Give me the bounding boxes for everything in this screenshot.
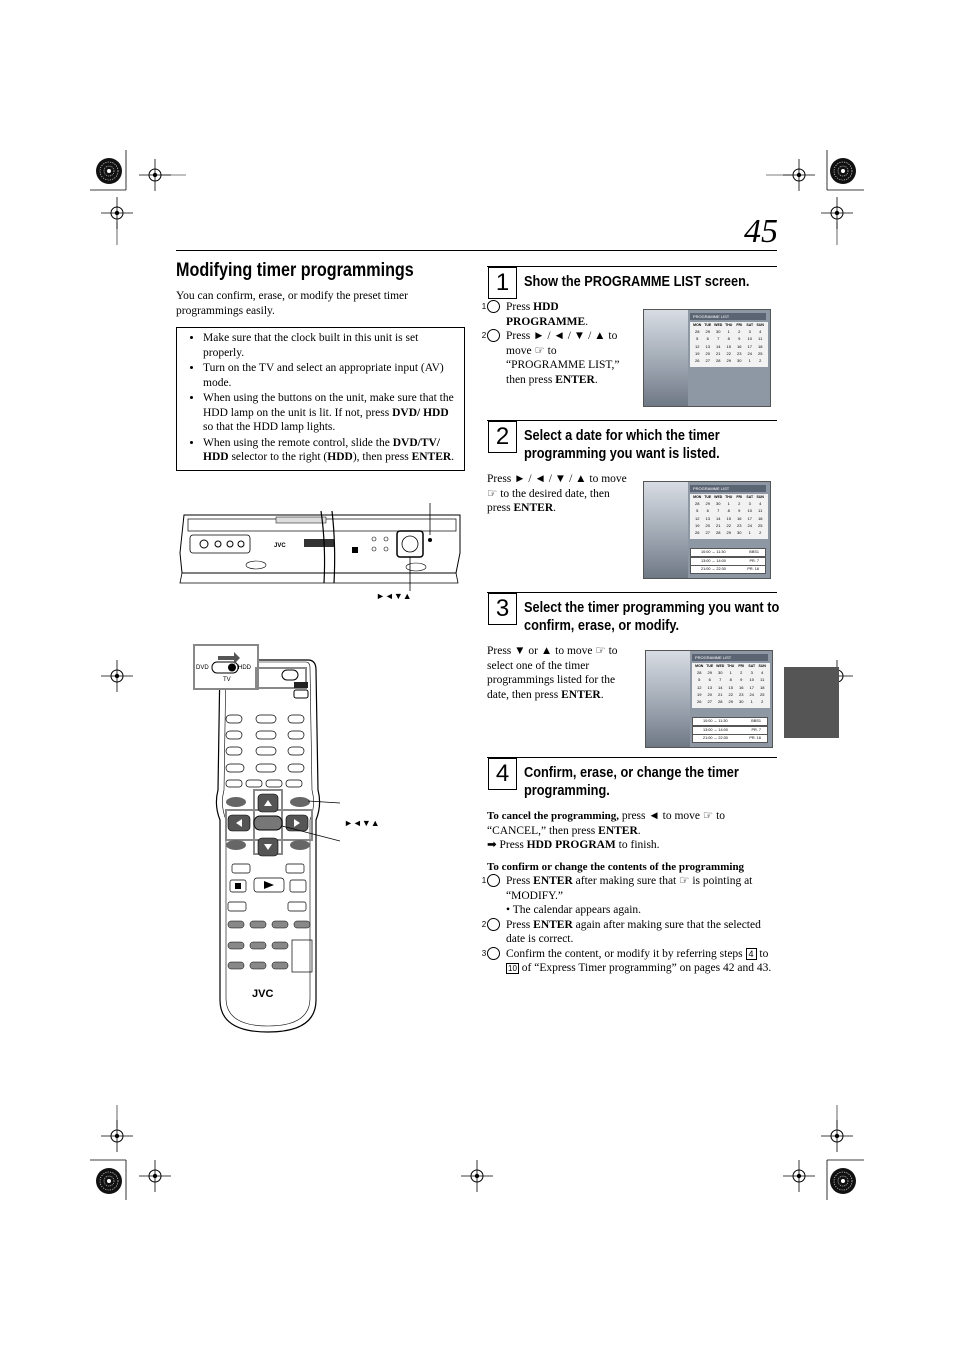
calendar-cell: 14 [718,684,723,690]
screen-thumbnail [644,482,688,578]
calendar-cell: 30 [718,670,723,676]
step4-rule [487,757,777,758]
note-item: • Turn on the TV and select an appropriate input (AV) mode. [203,361,457,390]
step4-title: Confirm, erase, or change the timer programming. [524,765,739,799]
remote-dvd-label: DVD [196,665,209,671]
calendar-cell: 28 [695,329,700,335]
confirm-step2: 2 Press ENTER again after making sure that the selected date is correct. [481,918,761,945]
pointer-icon: ☞ [679,875,690,887]
calendar-cell: 28 [716,358,721,363]
calendar-cell: 27 [707,699,712,704]
calendar-day-header: TUE [706,664,714,668]
calendar-cell: 9 [740,677,743,683]
calendar-cell: 6 [706,508,709,514]
calendar-day-header: FRI [736,323,743,327]
section-intro: You can confirm, erase, or modify the preset timer programmings easily. [176,290,408,317]
calendar-cell: 10 [747,336,752,342]
calendar-cell: 29 [726,530,731,535]
calendar-cell: 6 [708,677,711,683]
calendar-cell: 16 [739,684,744,690]
calendar-cell: 18 [760,684,765,690]
calendar-cell: 4 [759,329,762,335]
timer-entry: 13:00 → 14:00 PR. 7 [690,557,766,566]
calendar-day-header: THU [725,495,733,499]
step4-instructions [481,809,777,977]
calendar-cell: 14 [716,343,721,349]
calendar-cell: 25 [758,350,763,356]
screen-step1 [643,309,771,407]
calendar-cell: 2 [738,329,741,335]
timer-entry: 13:00 → 14:00 PR. 7 [692,726,768,735]
calendar-cell: 27 [705,358,710,363]
calendar-cell: 3 [748,501,751,507]
calendar-cell: 13 [705,515,710,521]
calendar-cell: 7 [717,508,720,514]
screen-step3 [645,650,773,748]
calendar-cell: 9 [738,336,741,342]
calendar-cell: 3 [750,670,753,676]
calendar-cell: 19 [695,350,700,356]
calendar-cell: 21 [716,522,721,528]
calendar-day-header: THU [725,323,733,327]
calendar-day-header: FRI [736,495,743,499]
calendar-cell: 28 [695,501,700,507]
calendar-cell: 30 [739,699,744,704]
calendar-cell: 10 [749,677,754,683]
note-item: • Make sure that the clock built in this unit is set properly. [203,331,457,360]
step3-instructions: Press ▼ or ▲ to move ☞ to select one of the timer programmings listed for the date, then press ENTER. [487,645,618,701]
calendar-cell: 28 [697,670,702,676]
calendar-cell: 26 [697,699,702,704]
unit-brand-label: JVC [274,543,286,549]
calendar-cell: 1 [727,501,730,507]
calendar-cell: 25 [760,691,765,697]
section-title: Modifying timer programmings [176,260,414,281]
calendar-cell: 24 [747,522,752,528]
calendar-cell: 19 [695,522,700,528]
calendar-cell: 16 [737,515,742,521]
calendar-cell: 30 [716,501,721,507]
screen-thumbnail [644,310,688,406]
calendar-cell: 22 [726,350,731,356]
cancel-instruction: To cancel the programming, press ◄ to move ☞ to “CANCEL,” then press ENTER. [487,810,726,837]
calendar-day-header: MON [695,664,704,668]
calendar-cell: 17 [747,343,752,349]
confirm-step1-bullet: • The calendar appears again. [506,904,642,916]
calendar-cell: 17 [747,515,752,521]
calendar-cell: 22 [726,522,731,528]
remote-tv-label: TV [223,677,231,683]
calendar-cell: 26 [695,530,700,535]
step1-line1: 1 Press HDD PROGRAMME. [481,301,589,328]
calendar-day-header: SUN [758,664,766,668]
pointer-icon: ☞ [487,487,498,500]
calendar-cell: 12 [697,684,702,690]
calendar-cell: 11 [760,677,765,683]
calendar-cell: 2 [759,530,762,535]
header-rule [176,250,777,251]
calendar-day-header: MON [693,323,702,327]
step2-rule [487,420,777,421]
unit-front-panel-illustration [176,495,466,605]
calendar-cell: 8 [727,508,730,514]
calendar-cell: 7 [719,677,722,683]
timer-entry: 21:00 → 22:30 PR. 16 [692,734,768,743]
calendar-cell: 10 [747,508,752,514]
calendar-cell: 28 [718,699,723,704]
calendar-cell: 9 [738,508,741,514]
calendar-cell: 28 [716,530,721,535]
page-number: 45 [744,213,778,250]
calendar-cell: 1 [750,699,753,704]
calendar-day-header: SAT [746,495,754,499]
calendar-cell: 19 [697,691,702,697]
screen-header: PROGRAMME LIST [692,654,768,661]
calendar-day-header: SUN [756,323,764,327]
calendar-cell: 11 [758,508,763,514]
calendar-cell: 20 [707,691,712,697]
calendar-cell: 1 [748,358,751,363]
calendar-cell: 15 [726,343,731,349]
calendar-cell: 2 [761,699,764,704]
timer-entry: 10:00 → 11:30 BBS1 [690,548,766,557]
timer-entry: 21:00 → 22:30 PR. 16 [690,565,766,574]
step3-title: Select the timer programming you want to confirm, erase, or modify. [524,600,780,634]
calendar-cell: 24 [747,350,752,356]
calendar-cell: 26 [695,358,700,363]
calendar-cell: 2 [759,358,762,363]
calendar-cell: 12 [695,515,700,521]
pointer-icon: ☞ [534,344,545,357]
calendar-cell: 15 [726,515,731,521]
calendar-day-header: FRI [738,664,745,668]
pointer-icon: ☞ [595,645,606,657]
calendar-day-header: SAT [746,323,754,327]
step1-instructions [481,300,637,387]
calendar-cell: 29 [726,358,731,363]
calendar-cell: 1 [748,530,751,535]
screen-step2 [643,481,771,579]
section-tab [784,667,839,738]
calendar-day-header: THU [727,664,735,668]
step2-number: 2 [488,421,517,453]
screen-header: PROGRAMME LIST [690,485,766,492]
calendar-cell: 27 [705,530,710,535]
calendar-cell: 20 [705,350,710,356]
calendar-cell: 5 [696,336,699,342]
step3-rule [487,592,777,593]
step1-line2: 2 Press ► / ◄ / ▼ / ▲ to move ☞ to “PROGRAMME LIST,” then press ENTER. [481,330,620,386]
calendar-cell: 6 [706,336,709,342]
note-item: • When using the buttons on the unit, make sure that the HDD lamp on the unit is lit. If not, press DVD/ HDD so that the HDD lamp lights. [203,391,457,435]
calendar-cell: 8 [727,336,730,342]
calendar-cell: 2 [738,501,741,507]
calendar-cell: 20 [705,522,710,528]
finish-instruction: ➡ Press HDD PROGRAM to finish. [487,839,660,851]
calendar-cell: 12 [695,343,700,349]
calendar-cell: 23 [737,522,742,528]
calendar-cell: 14 [716,515,721,521]
calendar-cell: 18 [758,515,763,521]
calendar-cell: 30 [737,358,742,363]
confirm-heading: To confirm or change the contents of the programming [487,860,745,873]
unit-arrows-label: ►◄▼▲ [376,591,412,601]
remote-arrows-label: ►◄▼▲ [344,818,380,828]
calendar-cell: 24 [749,691,754,697]
calendar-cell: 23 [739,691,744,697]
calendar-day-header: TUE [704,323,712,327]
calendar-cell: 29 [705,501,710,507]
calendar-cell: 29 [705,329,710,335]
calendar-cell: 23 [737,350,742,356]
calendar-day-header: TUE [704,495,712,499]
calendar-cell: 21 [718,691,723,697]
calendar-day-header: WED [714,323,723,327]
screen-thumbnail [646,651,690,747]
calendar-cell: 5 [698,677,701,683]
calendar-day-header: WED [714,495,723,499]
calendar-cell: 3 [748,329,751,335]
step2-title: Select a date for which the timer programming you want is listed. [524,428,720,462]
calendar-cell: 29 [707,670,712,676]
notes-box [176,327,465,471]
calendar-cell: 29 [728,699,733,704]
calendar-cell: 1 [729,670,732,676]
confirm-step1: 1 Press ENTER after making sure that ☞ is pointing at “MODIFY.” [481,875,753,902]
calendar-cell: 15 [728,684,733,690]
calendar-cell: 25 [758,522,763,528]
remote-hdd-label: HDD [238,665,251,671]
calendar-cell: 4 [759,501,762,507]
calendar-cell: 11 [758,336,763,342]
calendar-day-header: MON [693,495,702,499]
step1-number: 1 [488,267,517,299]
calendar-cell: 1 [727,329,730,335]
remote-brand-label: JVC [252,988,274,1000]
step1-rule [487,266,777,267]
confirm-step3: 3 Confirm the content, or modify it by referring steps 4 to 10 of “Express Timer programming” on pages 42 and 43. [481,947,772,974]
pointer-icon: ☞ [702,810,714,822]
remote-control-illustration [190,640,340,1035]
calendar-cell: 5 [696,508,699,514]
calendar-cell: 4 [761,670,764,676]
calendar-cell: 13 [705,343,710,349]
calendar-day-header: SAT [748,664,756,668]
calendar-cell: 30 [737,530,742,535]
calendar-cell: 18 [758,343,763,349]
calendar-day-header: SUN [756,495,764,499]
timer-entry: 10:00 → 11:30 BBS1 [692,717,768,726]
calendar-cell: 17 [749,684,754,690]
calendar-cell: 8 [729,677,732,683]
calendar-cell: 16 [737,343,742,349]
calendar-cell: 21 [716,350,721,356]
note-item: • When using the remote control, slide the DVD/TV/ HDD selector to the right (HDD), then press ENTER. [203,436,457,465]
step1-title: Show the PROGRAMME LIST screen. [524,274,750,290]
step4-number: 4 [488,758,517,790]
calendar-cell: 2 [740,670,743,676]
screen-header: PROGRAMME LIST [690,313,766,320]
calendar-day-header: WED [716,664,725,668]
calendar-cell: 22 [728,691,733,697]
step2-instructions: Press ► / ◄ / ▼ / ▲ to move ☞ to the desired date, then press ENTER. [487,473,627,514]
calendar-cell: 30 [716,329,721,335]
step3-number: 3 [488,593,517,625]
calendar-cell: 13 [707,684,712,690]
calendar-cell: 7 [717,336,720,342]
